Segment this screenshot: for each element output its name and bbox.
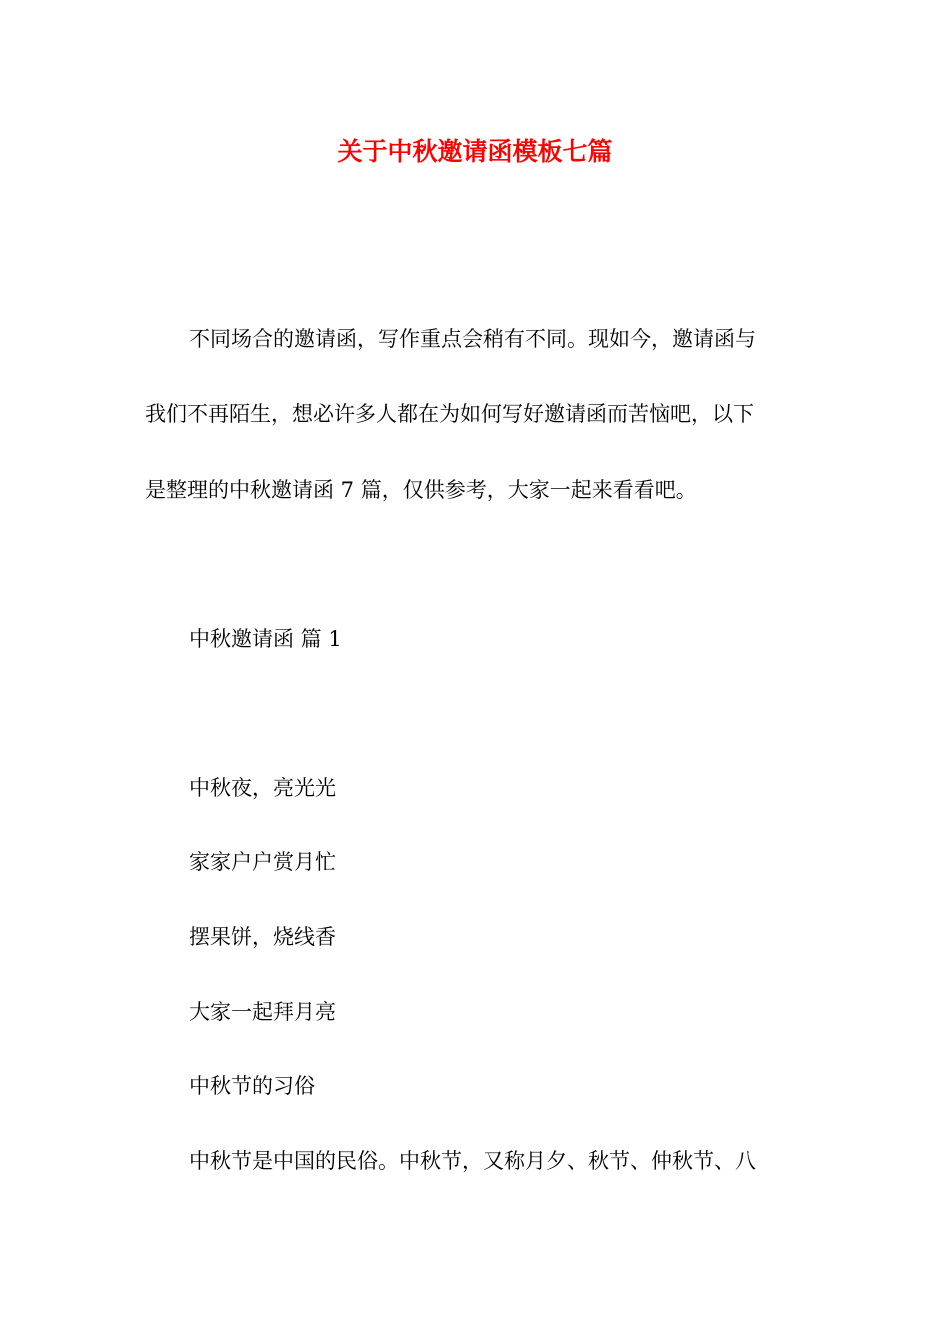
subheading: 中秋节的习俗	[189, 1074, 315, 1098]
intro-line: 我们不再陌生，想必许多人都在为如何写好邀请函而苦恼吧，以下	[145, 402, 754, 426]
verse-line: 家家户户赏月忙	[189, 850, 336, 874]
intro-line: 是整理的中秋邀请函 7 篇，仅供参考，大家一起来看看吧。	[145, 478, 697, 502]
verse-line: 中秋夜，亮光光	[189, 776, 336, 800]
document-title: 关于中秋邀请函模板七篇	[337, 137, 613, 166]
verse-line: 大家一起拜月亮	[189, 1000, 336, 1024]
intro-line: 不同场合的邀请函，写作重点会稍有不同。现如今，邀请函与	[189, 327, 756, 351]
body-line: 中秋节是中国的民俗。中秋节，又称月夕、秋节、仲秋节、八	[189, 1149, 756, 1173]
verse-line: 摆果饼，烧线香	[189, 925, 336, 949]
section-heading: 中秋邀请函 篇 1	[189, 627, 342, 651]
